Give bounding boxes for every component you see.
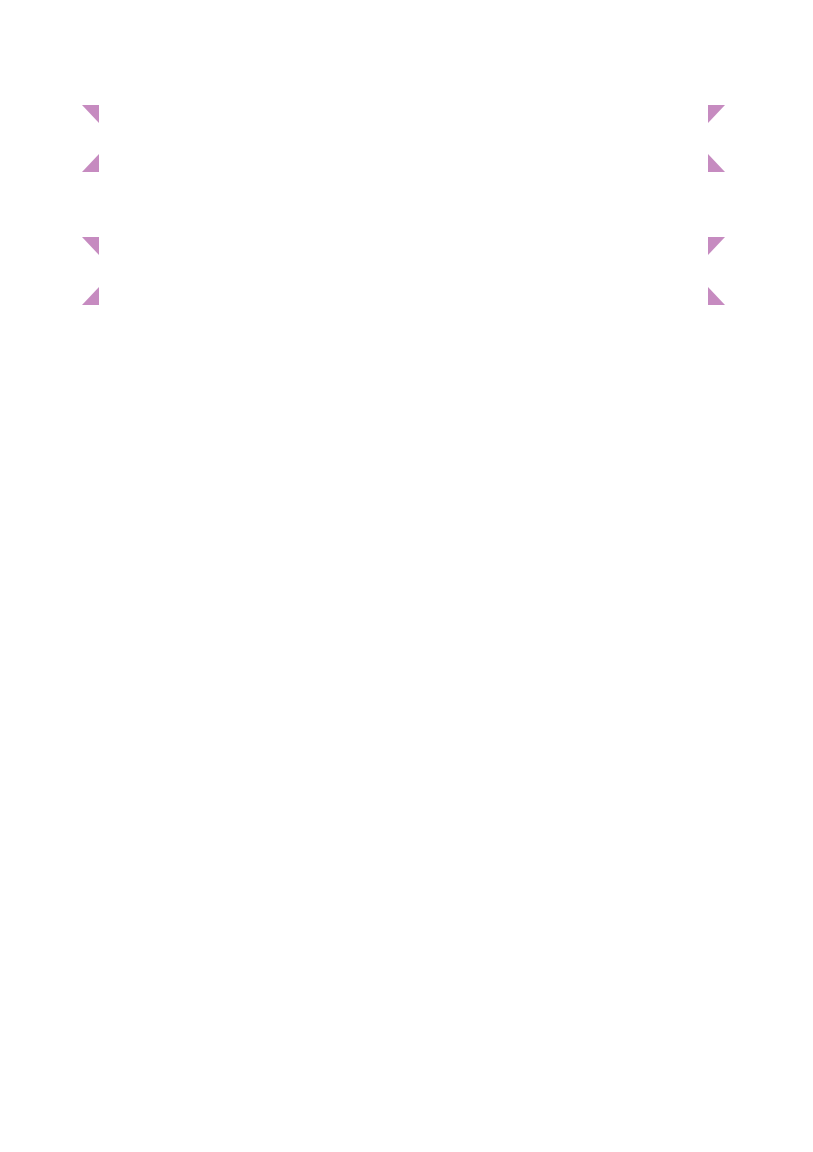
corner-marker-icon	[82, 105, 99, 123]
corner-marker-icon	[82, 287, 99, 305]
corner-marker-icon	[708, 237, 725, 255]
corner-marker-icon	[708, 105, 725, 123]
corner-marker-icon	[82, 237, 99, 255]
corner-marker-icon	[82, 154, 99, 172]
corner-marker-icon	[708, 287, 725, 305]
corner-marker-icon	[708, 154, 725, 172]
